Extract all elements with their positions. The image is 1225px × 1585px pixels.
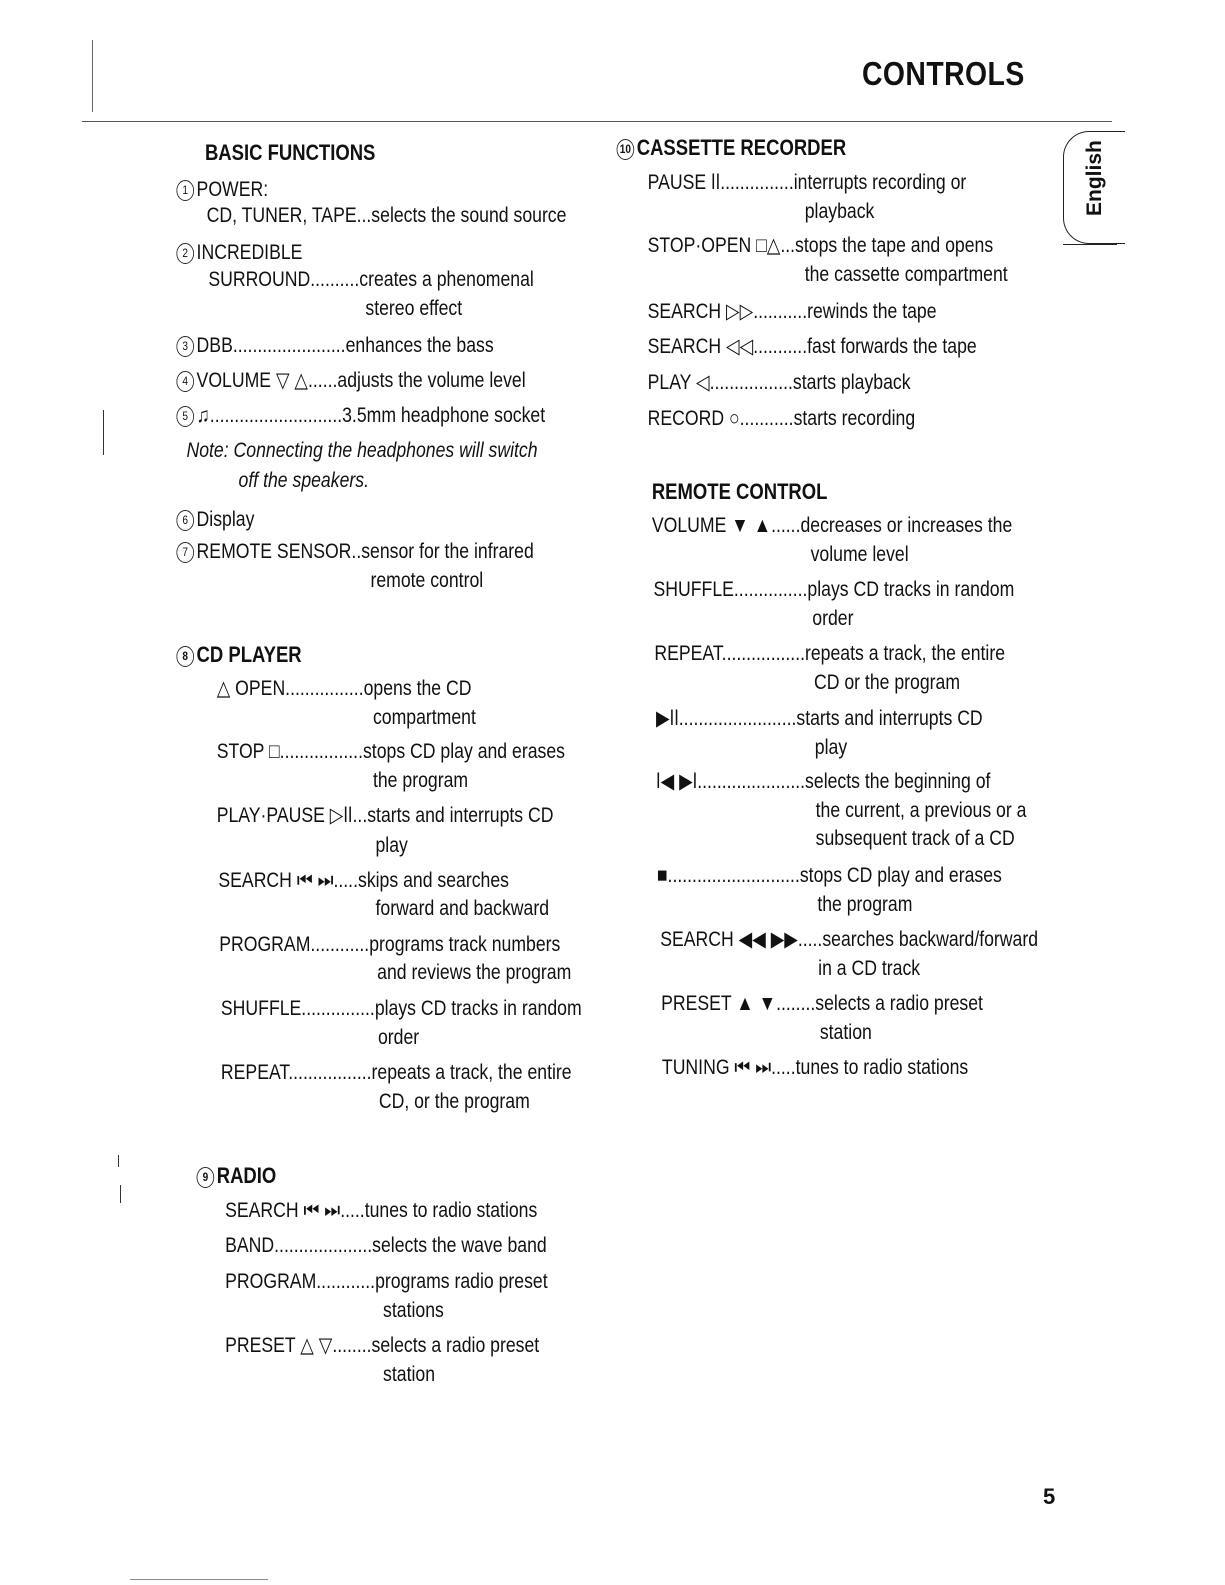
- volume-dots: ......: [307, 369, 338, 392]
- radio-band-dots: ....................: [274, 1234, 373, 1257]
- callout-9-icon: 9: [197, 1167, 215, 1188]
- cassette-stop-desc-2: the cassette compartment: [804, 263, 1008, 286]
- remote-skip-desc-3: subsequent track of a CD: [815, 827, 1015, 850]
- cd-program-row: [219, 930, 560, 959]
- cd-player-heading-text: CD PLAYER: [196, 642, 302, 667]
- callout-4-icon: 4: [176, 371, 194, 392]
- remote-preset-dots: ........: [776, 992, 816, 1015]
- remote-playpause-icon: ▶ǀǀ: [656, 707, 679, 730]
- cd-repeat-desc-2: CD, or the program: [378, 1090, 530, 1113]
- remote-preset-desc-2: station: [819, 1021, 872, 1044]
- basic-functions-heading: BASIC FUNCTIONS: [204, 140, 376, 165]
- headphone-row: [176, 401, 545, 430]
- sensor-row: [176, 537, 533, 566]
- radio-program-row: [225, 1267, 548, 1296]
- volume-label: VOLUME ▽ △: [196, 369, 308, 392]
- surround-desc-1: creates a phenomenal: [359, 268, 534, 291]
- remote-playpause-dots: ........................: [678, 707, 797, 730]
- cd-repeat-row: [221, 1058, 572, 1087]
- footer-rule: [130, 1579, 268, 1580]
- radio-preset-label: PRESET △ ▽: [225, 1334, 333, 1357]
- remote-volume-desc-1: decreases or increases the: [800, 514, 1013, 537]
- radio-search-row: [225, 1196, 537, 1225]
- cassette-search2-dots: ...........: [753, 335, 808, 358]
- cd-stop-desc-2: the program: [372, 769, 469, 792]
- radio-preset-desc-1: selects a radio preset: [371, 1334, 540, 1357]
- header-rule: [82, 121, 1112, 122]
- scan-mark-3: [120, 1185, 121, 1203]
- cassette-play-label: PLAY ◁: [647, 371, 710, 394]
- remote-stop-desc-2: the program: [817, 893, 913, 916]
- dbb-label: DBB: [196, 334, 233, 357]
- surround-label: SURROUND: [208, 268, 311, 291]
- cd-program-desc-1: programs track numbers: [369, 933, 561, 956]
- remote-playpause-row: [656, 704, 983, 733]
- remote-search-desc-2: in a CD track: [818, 957, 921, 980]
- cd-search-row: [218, 866, 509, 895]
- cd-player-heading: [176, 640, 301, 669]
- volume-desc: adjusts the volume level: [337, 369, 526, 392]
- cassette-record-desc: starts recording: [793, 407, 916, 430]
- cassette-search2-label: SEARCH ◁◁: [647, 335, 754, 358]
- remote-tuning-row: [662, 1053, 968, 1082]
- cassette-search2-row: [648, 332, 977, 361]
- cassette-pause-dots: ...............: [720, 171, 794, 194]
- radio-band-row: [225, 1231, 547, 1260]
- cassette-heading-text: CASSETTE RECORDER: [636, 135, 847, 160]
- callout-7-icon: 7: [176, 542, 194, 563]
- sensor-dots: ..: [351, 540, 362, 563]
- cassette-search1-dots: ...........: [753, 300, 808, 323]
- cd-open-desc-1: opens the CD: [363, 677, 472, 700]
- remote-playpause-desc-2: play: [814, 736, 848, 759]
- remote-skip-desc-2: the current, a previous or a: [815, 799, 1027, 822]
- cd-search-desc-2: forward and backward: [375, 897, 550, 920]
- note-line-2: off the speakers.: [238, 469, 369, 492]
- cd-repeat-label: REPEAT: [220, 1061, 289, 1084]
- cd-shuffle-dots: ...............: [301, 997, 375, 1020]
- remote-volume-label: VOLUME ▼ ▲: [651, 514, 772, 537]
- cassette-play-dots: .................: [709, 371, 793, 394]
- cd-playpause-dots: ...: [352, 804, 368, 827]
- remote-volume-dots: ......: [771, 514, 801, 537]
- remote-search-desc-1: searches backward/forward: [822, 928, 1039, 951]
- cassette-stop-dots: ...: [780, 234, 796, 257]
- radio-search-desc: tunes to radio stations: [364, 1199, 538, 1222]
- cassette-stop-row: [648, 231, 994, 260]
- page-title: CONTROLS: [862, 55, 1025, 92]
- remote-tuning-dots: .....: [771, 1056, 796, 1079]
- radio-search-label: SEARCH ⏮ ⏭: [225, 1199, 341, 1222]
- radio-heading-text: RADIO: [216, 1163, 277, 1188]
- cd-playpause-desc-2: play: [375, 834, 408, 857]
- remote-shuffle-desc-2: order: [812, 607, 854, 630]
- cd-shuffle-row: [221, 994, 582, 1023]
- cd-open-desc-2: compartment: [372, 706, 476, 729]
- remote-shuffle-row: [654, 575, 1015, 604]
- remote-skip-dots: ......................: [697, 770, 806, 793]
- cassette-record-row: [648, 404, 916, 433]
- remote-preset-row: [661, 989, 983, 1018]
- cd-program-label: PROGRAM: [219, 933, 311, 956]
- cassette-search2-desc: fast forwards the tape: [807, 335, 977, 358]
- scan-mark-1: [103, 410, 104, 455]
- cd-repeat-dots: .................: [288, 1061, 372, 1084]
- cd-stop-dots: .................: [279, 740, 363, 763]
- cassette-record-dots: ...........: [739, 407, 794, 430]
- radio-program-desc-1: programs radio preset: [375, 1270, 548, 1293]
- sensor-desc-2: remote control: [370, 569, 484, 592]
- remote-shuffle-label: SHUFFLE: [653, 578, 734, 601]
- cd-shuffle-desc-2: order: [378, 1026, 420, 1049]
- cd-program-desc-2: and reviews the program: [377, 961, 572, 984]
- remote-volume-desc-2: volume level: [810, 543, 909, 566]
- cd-open-row: [217, 674, 472, 703]
- sensor-desc-1: sensor for the infrared: [361, 540, 534, 563]
- dbb-dots: .......................: [232, 334, 346, 357]
- remote-repeat-dots: .................: [721, 642, 805, 665]
- remote-skip-desc-1: selects the beginning of: [805, 770, 991, 793]
- radio-heading: [197, 1161, 277, 1190]
- remote-stop-dots: ...........................: [667, 864, 800, 887]
- cassette-pause-label: PAUSE ǀǀ: [647, 171, 721, 194]
- incredible-label: INCREDIBLE: [196, 241, 303, 264]
- headphone-desc: 3.5mm headphone socket: [342, 404, 546, 427]
- radio-preset-desc-2: station: [383, 1363, 436, 1386]
- cassette-search1-row: [648, 297, 937, 326]
- radio-band-label: BAND: [225, 1234, 275, 1257]
- cd-search-dots: .....: [333, 869, 358, 892]
- cd-repeat-desc-1: repeats a track, the entire: [371, 1061, 572, 1084]
- remote-search-row: [660, 925, 1038, 954]
- radio-program-desc-2: stations: [383, 1299, 444, 1322]
- cassette-heading: [617, 133, 847, 162]
- cd-search-desc-1: skips and searches: [357, 869, 510, 892]
- radio-program-dots: ............: [316, 1270, 376, 1293]
- callout-6-icon: 6: [176, 510, 194, 531]
- callout-3-icon: 3: [176, 336, 194, 357]
- dbb-desc: enhances the bass: [345, 334, 494, 357]
- remote-skip-icon: ǀ◀ ▶ǀ: [656, 770, 698, 793]
- remote-repeat-desc-1: repeats a track, the entire: [804, 642, 1006, 665]
- remote-repeat-desc-2: CD or the program: [813, 671, 961, 694]
- cassette-record-label: RECORD ○: [647, 407, 740, 430]
- sensor-label: REMOTE SENSOR: [196, 540, 352, 563]
- callout-8-icon: 8: [176, 646, 194, 667]
- headphone-icon: ♫: [196, 404, 210, 427]
- remote-playpause-desc-1: starts and interrupts CD: [796, 707, 983, 730]
- remote-heading: REMOTE CONTROL: [651, 479, 828, 504]
- remote-preset-label: PRESET ▲ ▼: [661, 992, 777, 1015]
- cd-program-dots: ............: [310, 933, 370, 956]
- radio-preset-row: [225, 1331, 539, 1360]
- remote-repeat-label: REPEAT: [654, 642, 722, 665]
- cd-stop-row: [217, 737, 565, 766]
- cassette-search1-label: SEARCH ▷▷: [647, 300, 754, 323]
- cassette-stop-label: STOP·OPEN □△: [647, 234, 781, 257]
- remote-shuffle-dots: ...............: [733, 578, 808, 601]
- note-line-1: Note: Connecting the headphones will switch: [186, 439, 538, 462]
- remote-search-dots: .....: [797, 928, 823, 951]
- remote-tuning-desc: tunes to radio stations: [795, 1056, 969, 1079]
- remote-search-label: SEARCH ◀◀ ▶▶: [660, 928, 798, 951]
- cassette-play-desc: starts playback: [792, 371, 911, 394]
- radio-search-dots: .....: [340, 1199, 365, 1222]
- cassette-stop-desc-1: stops the tape and opens: [795, 234, 994, 257]
- cd-playpause-label: PLAY·PAUSE ▷ǀǀ: [216, 804, 353, 827]
- radio-preset-dots: ........: [332, 1334, 372, 1357]
- radio-program-label: PROGRAM: [225, 1270, 317, 1293]
- callout-2-icon: 2: [176, 243, 194, 264]
- volume-row: [176, 366, 525, 395]
- dbb-row: [176, 331, 493, 360]
- callout-10-icon: 10: [617, 139, 635, 160]
- cassette-play-row: [648, 368, 911, 397]
- page-number: 5: [1043, 1484, 1056, 1509]
- remote-skip-row: [656, 767, 990, 796]
- incredible-row: [176, 238, 302, 267]
- scan-mark-2: [118, 1155, 119, 1167]
- remote-stop-desc-1: stops CD play and erases: [799, 864, 1002, 887]
- cassette-pause-row: [648, 168, 967, 197]
- remote-stop-row: [657, 861, 1002, 890]
- power-sub: CD, TUNER, TAPE...selects the sound source: [206, 204, 567, 227]
- remote-tuning-label: TUNING ⏮ ⏭: [661, 1056, 772, 1079]
- cassette-pause-desc-2: playback: [804, 200, 875, 223]
- cassette-pause-desc-1: interrupts recording or: [793, 171, 967, 194]
- cd-shuffle-desc-1: plays CD tracks in random: [374, 997, 582, 1020]
- cassette-search1-desc: rewinds the tape: [807, 300, 937, 323]
- cd-open-label: △ OPEN: [216, 677, 286, 700]
- remote-shuffle-desc-1: plays CD tracks in random: [807, 578, 1015, 601]
- surround-desc-2: stereo effect: [365, 297, 463, 320]
- radio-band-desc: selects the wave band: [372, 1234, 547, 1257]
- remote-preset-desc-1: selects a radio preset: [815, 992, 983, 1015]
- power-label: POWER:: [196, 178, 269, 201]
- margin-line: [92, 40, 93, 112]
- callout-5-icon: 5: [176, 406, 194, 427]
- display-row: [176, 505, 254, 534]
- cd-open-dots: ................: [285, 677, 364, 700]
- cd-stop-label: STOP □: [216, 740, 280, 763]
- language-tab-label: English: [1083, 140, 1106, 216]
- headphone-dots: ...........................: [209, 404, 343, 427]
- cd-playpause-row: [217, 801, 554, 830]
- callout-1-icon: 1: [176, 180, 194, 201]
- remote-stop-icon: ■: [656, 864, 668, 887]
- remote-volume-row: [652, 511, 1012, 540]
- cd-stop-desc-1: stops CD play and erases: [362, 740, 565, 763]
- remote-repeat-row: [654, 639, 1005, 668]
- display-label: Display: [196, 508, 255, 531]
- cd-playpause-desc-1: starts and interrupts CD: [367, 804, 554, 827]
- power-row: [176, 175, 268, 204]
- surround-dots: ..........: [310, 268, 360, 291]
- tab-underline: [1063, 244, 1117, 245]
- cd-search-label: SEARCH ⏮ ⏭: [218, 869, 334, 892]
- surround-row: [208, 265, 534, 294]
- cd-shuffle-label: SHUFFLE: [220, 997, 302, 1020]
